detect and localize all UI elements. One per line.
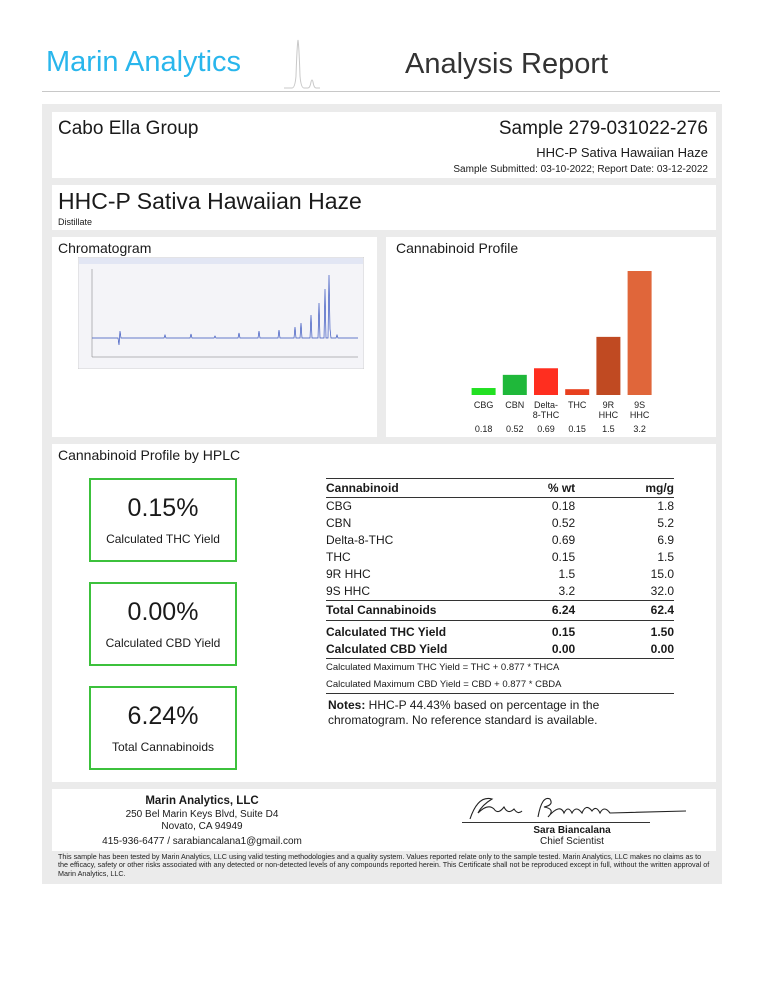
- notes: [328, 698, 648, 728]
- profile-title: Cannabinoid Profile: [396, 240, 519, 256]
- sample-name: HHC-P Sativa Hawaiian Haze: [536, 145, 708, 160]
- column-header-pct: % wt: [507, 479, 631, 498]
- value-label: 0.18: [474, 424, 493, 434]
- cannabinoid-name: 9S HHC: [326, 584, 371, 598]
- cbd-yield-row-pct: 0.00: [551, 642, 576, 656]
- brand-name: Marin Analytics: [46, 46, 242, 78]
- company-address-line2: Novato, CA 94949: [161, 821, 243, 832]
- cannabinoid-mg: 1.5: [657, 550, 674, 564]
- thc-yield-label: Calculated THC Yield: [106, 532, 220, 546]
- bar-9r-hhc: [596, 337, 620, 395]
- formula-cbd-row: [326, 676, 674, 694]
- bar-thc: [565, 389, 589, 395]
- notes-text: HHC-P 44.43% based on percentage in the chromatogram. No reference standard is available.: [328, 698, 600, 727]
- chromatogram-logo-icon: [282, 36, 322, 91]
- cbd-yield-label: Calculated CBD Yield: [105, 636, 221, 650]
- report-title: Analysis Report: [405, 48, 609, 80]
- cannabinoid-mg: 1.8: [657, 499, 674, 513]
- bar-9s-hhc: [628, 271, 652, 395]
- value-label: 0.52: [506, 424, 524, 434]
- category-label: 9S HHC: [629, 400, 650, 420]
- signer-name: Sara Biancalana: [533, 825, 611, 836]
- formula-thc-row: [326, 659, 674, 677]
- hplc-card: [52, 444, 716, 782]
- cannabinoid-pct: 3.2: [558, 584, 576, 598]
- header-divider: [42, 91, 720, 92]
- table-row: [326, 498, 674, 516]
- category-label: Delta-8-THC: [532, 400, 560, 420]
- cannabinoid-name: CBG: [326, 499, 353, 513]
- thc-yield-row: [326, 621, 674, 642]
- cannabinoid-name: CBN: [326, 516, 352, 530]
- hplc-title: Cannabinoid Profile by HPLC: [58, 447, 241, 463]
- cbd-yield-value: 0.00%: [127, 598, 199, 626]
- total-mg: 62.4: [631, 601, 674, 621]
- column-header-cannabinoid: Cannabinoid: [326, 479, 507, 498]
- category-label: THC: [567, 400, 587, 410]
- total-cannabinoids-box: [89, 686, 237, 770]
- total-row: [326, 601, 674, 621]
- thc-yield-box: [89, 478, 237, 562]
- table-row: [326, 566, 674, 583]
- profile-chart: [386, 237, 716, 437]
- table-row: [326, 532, 674, 549]
- formula-thc: Calculated Maximum THC Yield = THC + 0.877 * THCA: [326, 659, 674, 677]
- cannabinoid-mg: 5.2: [657, 516, 674, 530]
- company-contact: 415-936-6477 / sarabiancalana1@gmail.com: [102, 836, 302, 847]
- table-row: [326, 515, 674, 532]
- thc-yield-value: 0.15%: [127, 494, 199, 522]
- product-type: Distillate: [58, 217, 93, 227]
- footer-card: [52, 789, 716, 851]
- company-address-line1: 250 Bel Marin Keys Blvd, Suite D4: [125, 809, 279, 820]
- cannabinoid-name: THC: [326, 550, 351, 564]
- signature-line: [462, 822, 650, 823]
- table-header-row: [326, 479, 674, 498]
- sample-dates: Sample Submitted: 03-10-2022; Report Date: 03-12-2022: [453, 164, 708, 175]
- signature-image: [464, 791, 694, 825]
- cannabinoid-name: Delta-8-THC: [326, 533, 394, 547]
- client-card: [52, 112, 716, 178]
- cannabinoid-pct: 0.18: [551, 499, 576, 513]
- cbd-yield-box: [89, 582, 237, 666]
- sample-id: Sample 279-031022-276: [498, 118, 708, 139]
- total-cannabinoids-value: 6.24%: [127, 702, 199, 730]
- thc-yield-row-mg: 1.50: [650, 625, 674, 639]
- hplc-table: [326, 478, 674, 694]
- thc-yield-row-label: Calculated THC Yield: [326, 625, 447, 639]
- column-header-mg: mg/g: [631, 479, 674, 498]
- cannabinoid-pct: 0.52: [551, 516, 576, 530]
- bar-cbg: [472, 388, 496, 395]
- profile-card: [386, 237, 716, 437]
- product-card: [52, 185, 716, 230]
- notes-label: Notes:: [328, 698, 366, 712]
- client-name: Cabo Ella Group: [58, 118, 199, 139]
- cbd-yield-row-mg: 0.00: [650, 642, 674, 656]
- cbd-yield-row: [326, 641, 674, 659]
- bar-cbn: [503, 375, 527, 395]
- disclaimer: This sample has been tested by Marin Analytics, LLC using valid testing methodologies and a quality system. Values reported relate only to the sample tested. Marin Analytics, LLC makes no claims as to the efficacy, safety or other risks associated with any detected or non-detected levels of any compounds reported herein. This Certificate shall not be reproduced except in full, without the written approval of Marin Analytics, LLC.: [58, 852, 710, 878]
- cbd-yield-row-label: Calculated CBD Yield: [326, 642, 448, 656]
- value-label: 0.15: [568, 424, 586, 434]
- table-row: [326, 549, 674, 566]
- thc-yield-row-pct: 0.15: [551, 625, 576, 639]
- category-label: 9R HHC: [598, 400, 619, 420]
- cannabinoid-pct: 0.69: [551, 533, 576, 547]
- value-label: 1.5: [602, 424, 615, 434]
- product-title: HHC-P Sativa Hawaiian Haze: [58, 188, 362, 214]
- chromatogram-image: [78, 257, 364, 369]
- total-label: Total Cannabinoids: [326, 601, 507, 621]
- chromatogram-title: Chromatogram: [58, 240, 152, 256]
- cannabinoid-name: 9R HHC: [326, 567, 371, 581]
- value-label: 0.69: [537, 424, 555, 434]
- table-row: [326, 583, 674, 601]
- bar-delta-8-thc: [534, 368, 558, 395]
- company-name: Marin Analytics, LLC: [145, 795, 259, 807]
- cannabinoid-mg: 15.0: [650, 567, 674, 581]
- category-label: CBG: [473, 400, 494, 410]
- cannabinoid-mg: 32.0: [650, 584, 674, 598]
- total-cannabinoids-label: Total Cannabinoids: [111, 740, 215, 754]
- cannabinoid-pct: 1.5: [558, 567, 576, 581]
- total-pct: 6.24: [507, 601, 631, 621]
- chromatogram-card: [52, 237, 377, 437]
- category-label: CBN: [505, 400, 525, 410]
- formula-cbd: Calculated Maximum CBD Yield = CBD + 0.877 * CBDA: [326, 676, 674, 694]
- cannabinoid-mg: 6.9: [657, 533, 674, 547]
- value-label: 3.2: [633, 424, 646, 434]
- cannabinoid-pct: 0.15: [551, 550, 576, 564]
- signer-role: Chief Scientist: [540, 836, 604, 847]
